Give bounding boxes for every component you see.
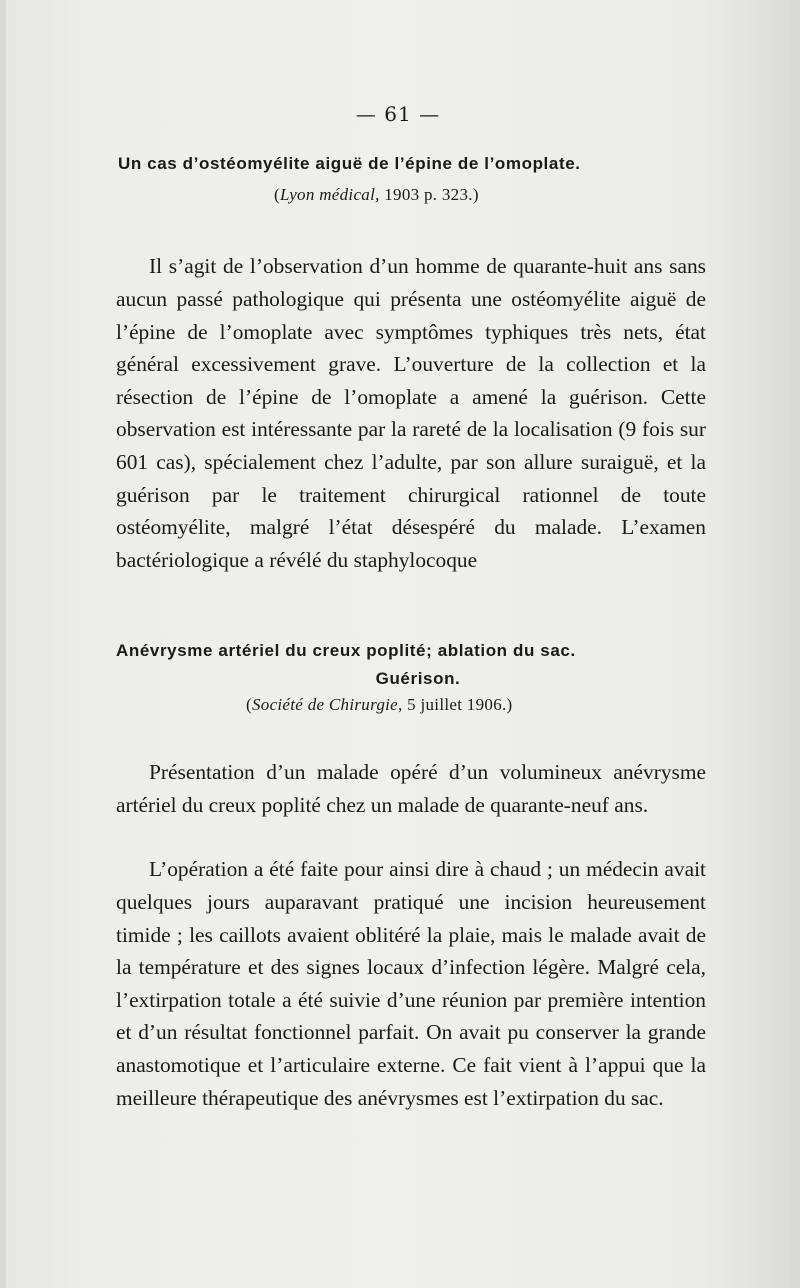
article-paragraph: Il s’agit de l’observation d’un homme de quarante-huit ans sans aucun passé pathologique qui présenta une ostéomyélite aiguë de l’épine de l’omoplate avec symptômes typhiques très nets, état général excessivement grave. L’ouverture de la collection et la résection de l’épine de l’omoplate a amené la guérison. Cette observation est intéressante par la rareté de la localisation (9 fois sur 601 cas), spécialement chez l’adulte, par son allure suraiguë, et la guérison par le traitement chirurgical rationnel de toute ostéomyélite, malgré l’état désespéré du malade. L’examen bactériologique a révélé du staphylocoque <box>116 254 706 572</box>
source-journal: Lyon médical, <box>279 185 380 204</box>
book-page <box>6 0 790 1288</box>
source-details: 1903 p. 323.) <box>379 185 479 204</box>
article-source-lyon-medical <box>274 185 479 205</box>
article-paragraph: L’opération a été faite pour ainsi dire à chaud ; un médecin avait quelques jours auparavant pratiqué une incision heureusement timide ; les caillots avaient oblitéré la plaie, mais le malade avait de la température et des signes locaux d’infection légère. Malgré cela, l’extirpation totale a été suivie d’une réunion par première intention et d’un résultat fonctionnel parfait. On avait pu conserver la grande anastomotique et l’articulaire externe. Ce fait vient à l’appui que la meilleure thérapeutique des anévrysmes est l’extirpation du sac. <box>116 857 706 1110</box>
article-title-osteomyelitis: Un cas d’ostéomyélite aiguë de l’épine de l’omoplate. <box>118 154 581 173</box>
article-title-aneurysm-line2: Guérison. <box>375 669 461 688</box>
page-number: — 61 — <box>355 102 441 126</box>
source-open-paren: ( <box>274 185 280 204</box>
article-title-aneurysm: Anévrysme artériel du creux poplité; ablation du sac. <box>116 641 576 660</box>
article-source-societe-chirurgie <box>246 695 513 715</box>
source-open-paren: ( <box>246 695 252 714</box>
source-details: 5 juillet 1906.) <box>402 695 513 714</box>
source-journal: Société de Chirurgie, <box>251 695 403 714</box>
article-paragraph: Présentation d’un malade opéré d’un volumineux anévrysme artériel du creux poplité chez un malade de quarante-neuf ans. <box>116 760 706 817</box>
